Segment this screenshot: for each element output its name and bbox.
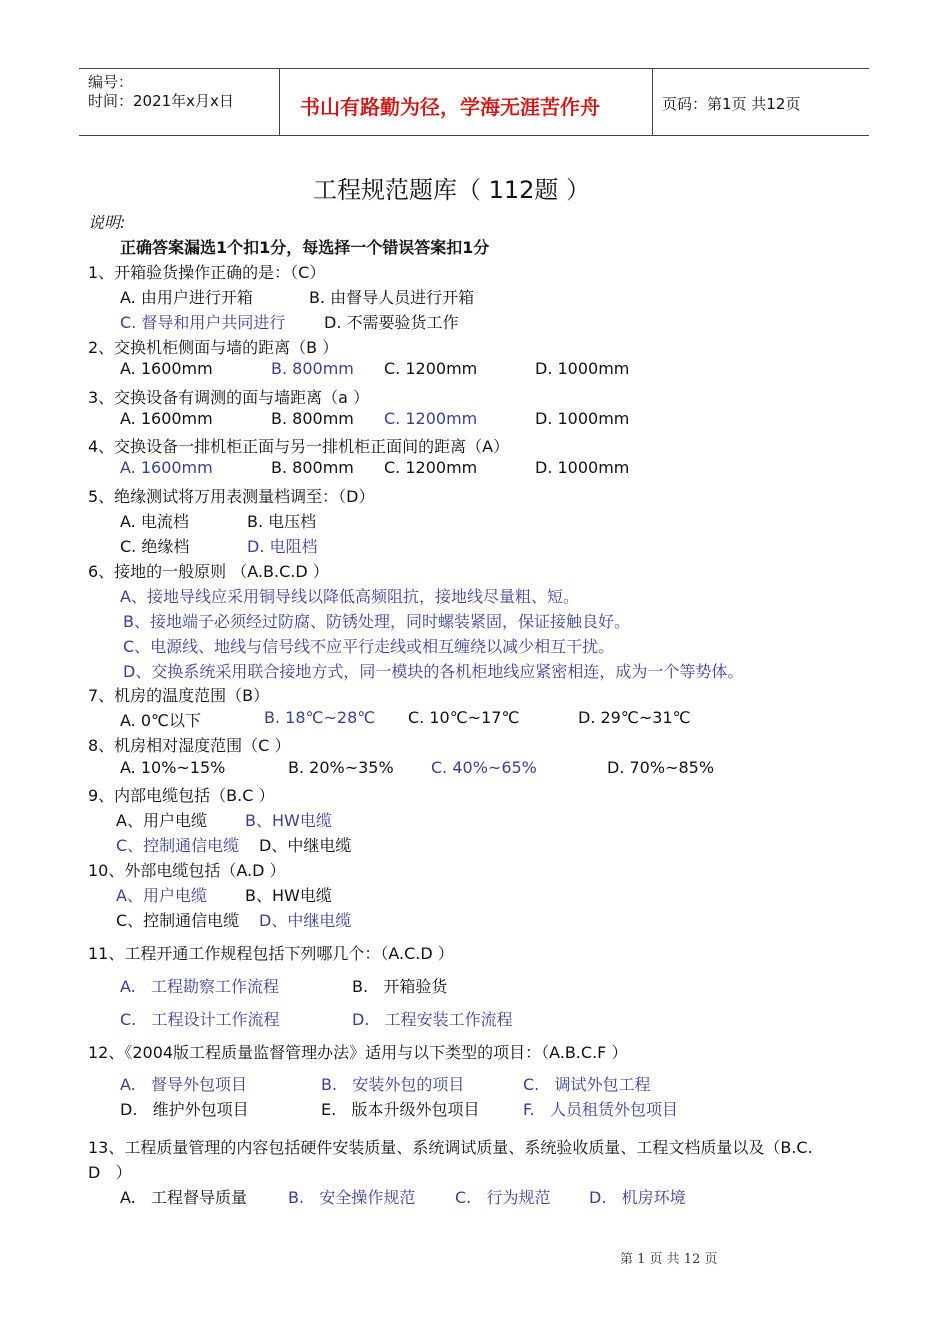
question-9: 9、内部电缆包括（B.C ） xyxy=(88,786,275,805)
q9-option-d: D、中继电缆 xyxy=(259,836,352,855)
q9-option-b: B、HW电缆 xyxy=(245,811,332,830)
q4-option-a: A. 1600mm xyxy=(120,458,213,477)
q13-option-c: C. 行为规范 xyxy=(455,1188,551,1207)
q3-option-d: D. 1000mm xyxy=(535,409,630,428)
q7-option-c: C. 10℃~17℃ xyxy=(408,708,520,727)
q12-option-d: D. 维护外包项目 xyxy=(120,1100,249,1119)
q8-option-d: D. 70%~85% xyxy=(607,758,715,777)
q10-option-b: B、HW电缆 xyxy=(245,886,332,905)
question-13-line-1: 13、工程质量管理的内容包括硬件安装质量、系统调试质量、系统验收质量、工程文档质量以及（B.C. xyxy=(88,1138,813,1157)
question-10: 10、外部电缆包括（A.D ） xyxy=(88,861,286,880)
q4-option-c: C. 1200mm xyxy=(384,458,478,477)
q13-option-a: A. 工程督导质量 xyxy=(120,1188,248,1207)
q12-option-c: C. 调试外包工程 xyxy=(523,1075,651,1094)
q3-option-b: B. 800mm xyxy=(271,409,354,428)
q1-option-b: B. 由督导人员进行开箱 xyxy=(309,288,475,307)
q10-option-a: A、用户电缆 xyxy=(116,886,207,905)
q7-option-d: D. 29℃~31℃ xyxy=(578,708,691,727)
q11-option-c: C. 工程设计工作流程 xyxy=(120,1010,280,1029)
q1-option-c: C. 督导和用户共同进行 xyxy=(120,313,286,332)
q13-option-d: D. 机房环境 xyxy=(589,1188,686,1207)
q4-option-d: D. 1000mm xyxy=(535,458,630,477)
doc-number-label: 编号： xyxy=(88,73,134,91)
q10-option-d: D、中继电缆 xyxy=(259,911,352,930)
page-title: 工程规范题库（ 112题 ） xyxy=(313,176,591,204)
q8-option-b: B. 20%~35% xyxy=(288,758,394,777)
page-number-label: 页码：第1页 共12页 xyxy=(662,95,801,113)
q2-option-b: B. 800mm xyxy=(271,359,354,378)
q5-option-a: A. 电流档 xyxy=(120,512,189,531)
q12-option-e: E. 版本升级外包项目 xyxy=(321,1100,480,1119)
q8-option-a: A. 10%~15% xyxy=(120,758,226,777)
note-text: 正确答案漏选1个扣1分，每选择一个错误答案扣1分 xyxy=(120,238,490,257)
question-1: 1、开箱验货操作正确的是：（C） xyxy=(88,263,326,282)
q11-option-a: A. 工程勘察工作流程 xyxy=(120,977,280,996)
q12-option-f: F. 人员租赁外包项目 xyxy=(523,1100,678,1119)
q3-option-a: A. 1600mm xyxy=(120,409,213,428)
q4-option-b: B. 800mm xyxy=(271,458,354,477)
q1-option-a: A. 由用户进行开箱 xyxy=(120,288,253,307)
q6-option-c: C、电源线、地线与信号线不应平行走线或相互缠绕以减少相互干扰。 xyxy=(123,637,615,656)
question-13-line-2: D ） xyxy=(88,1163,132,1182)
question-8: 8、机房相对湿度范围（C ） xyxy=(88,736,291,755)
q2-option-c: C. 1200mm xyxy=(384,359,478,378)
q5-option-c: C. 绝缘档 xyxy=(120,537,190,556)
header-divider-2 xyxy=(652,68,653,136)
question-3: 3、交换设备有调测的面与墙距离（a ） xyxy=(88,388,370,407)
q7-option-b: B. 18℃~28℃ xyxy=(264,708,376,727)
question-6: 6、接地的一般原则 （A.B.C.D ） xyxy=(88,562,329,581)
q11-option-d: D. 工程安装工作流程 xyxy=(352,1010,513,1029)
q5-option-d: D. 电阻档 xyxy=(247,537,318,556)
q10-option-c: C、控制通信电缆 xyxy=(116,911,240,930)
q3-option-c: C. 1200mm xyxy=(384,409,478,428)
header-top-border xyxy=(79,68,869,69)
q12-option-b: B. 安装外包的项目 xyxy=(321,1075,465,1094)
q11-option-b: B. 开箱验货 xyxy=(352,977,448,996)
q2-option-a: A. 1600mm xyxy=(120,359,213,378)
question-11: 11、工程开通工作规程包括下列哪几个：（A.C.D ） xyxy=(88,944,454,963)
question-7: 7、机房的温度范围（B） xyxy=(88,686,270,705)
question-5: 5、绝缘测试将万用表测量档调至：（D） xyxy=(88,487,375,506)
q13-option-b: B. 安全操作规范 xyxy=(288,1188,416,1207)
q1-option-d: D. 不需要验货工作 xyxy=(324,313,459,332)
q2-option-d: D. 1000mm xyxy=(535,359,630,378)
header-bottom-border xyxy=(79,135,869,136)
q6-option-a: A、接地导线应采用铜导线以降低高频阻抗，接地线尽量粗、短。 xyxy=(120,587,579,606)
q6-option-d: D、交换系统采用联合接地方式，同一模块的各机柜地线应紧密相连，成为一个等势体。 xyxy=(123,662,744,681)
note-label: 说明: xyxy=(88,213,126,232)
page-footer: 第 1 页 共 12 页 xyxy=(620,1252,718,1267)
header-divider-1 xyxy=(279,68,280,136)
question-2: 2、交换机柜侧面与墙的距离（B ） xyxy=(88,338,339,357)
doc-time-label: 时间：2021年x月x日 xyxy=(88,92,234,110)
q6-option-b: B、接地端子必须经过防腐、防锈处理，同时螺装紧固，保证接触良好。 xyxy=(123,612,630,631)
q7-option-a: A. 0℃以下 xyxy=(120,711,201,730)
question-4: 4、交换设备一排机柜正面与另一排机柜正面间的距离（A） xyxy=(88,437,510,456)
q12-option-a: A. 督导外包项目 xyxy=(120,1075,248,1094)
q5-option-b: B. 电压档 xyxy=(247,512,317,531)
motto-text: 书山有路勤为径，学海无涯苦作舟 xyxy=(300,95,600,119)
question-12: 12、《2004版工程质量监督管理办法》适用与以下类型的项目：（A.B.C.F ） xyxy=(88,1043,628,1062)
q8-option-c: C. 40%~65% xyxy=(431,758,537,777)
q9-option-a: A、用户电缆 xyxy=(116,811,207,830)
q9-option-c: C、控制通信电缆 xyxy=(116,836,240,855)
